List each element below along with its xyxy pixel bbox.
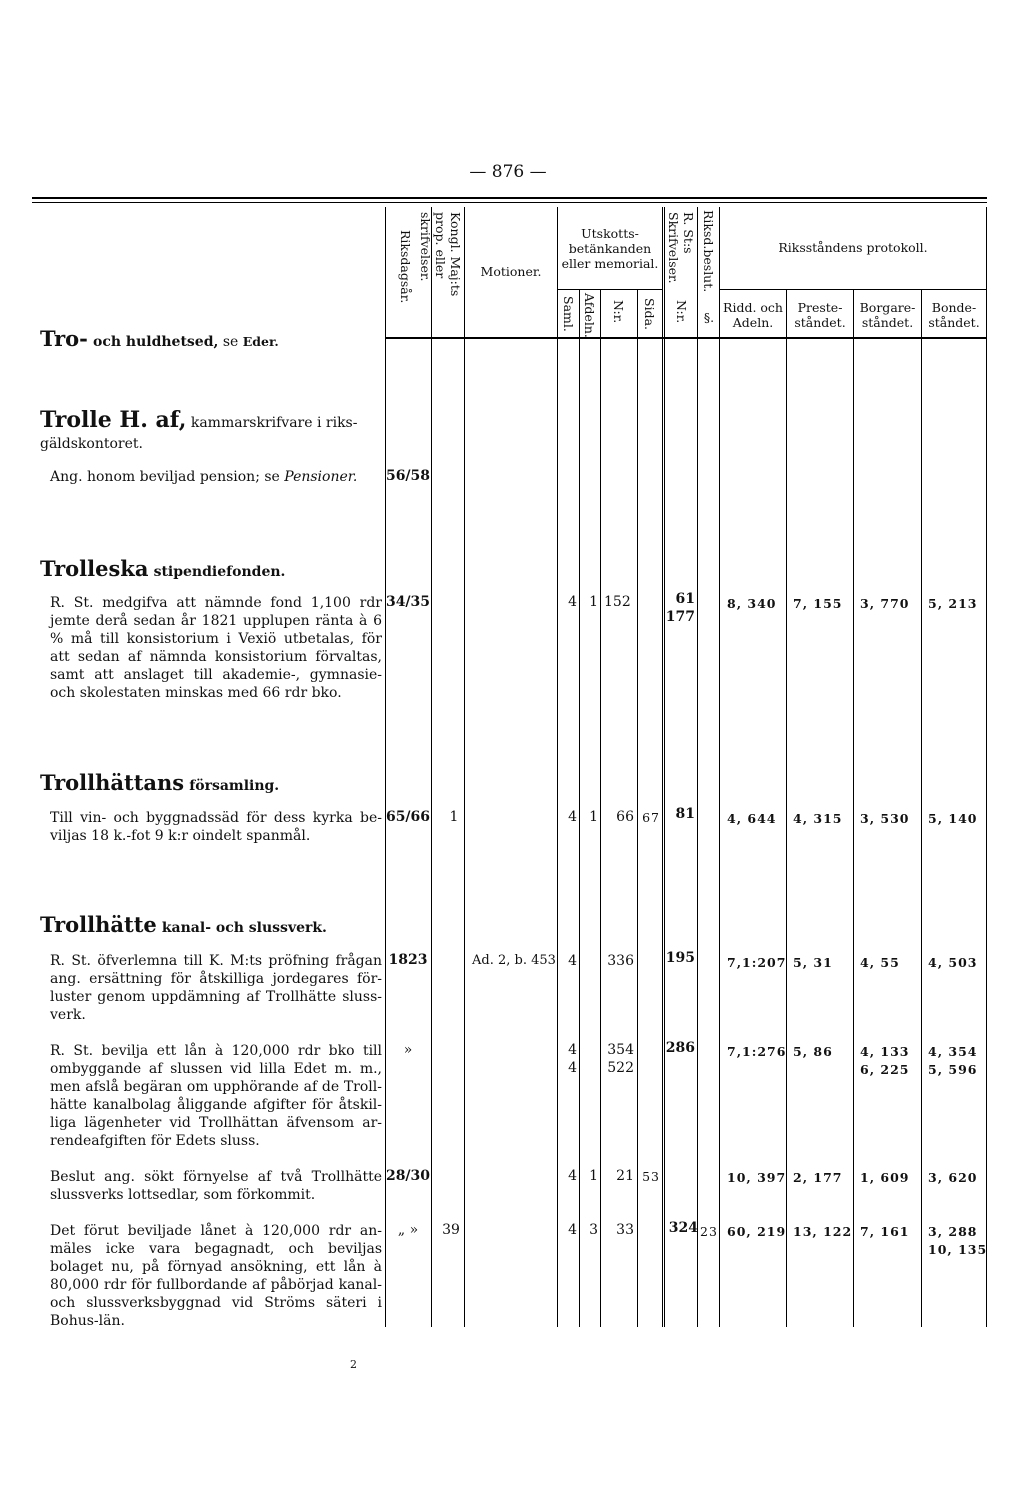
cell-rst-nr: 177 — [665, 609, 695, 625]
cell-nr: 66 — [616, 809, 634, 825]
row-description: Det förut beviljade lånet à 120,000 rdr an-mäles icke vara begagnadt, och beviljas bolaget nu, på förnyad ansökning, ett lån à 80,000 rdr för fullbordande af påbörjad kanal- och slussverksbyggnad vid Ströms säteri i Bohus-län. — [50, 1223, 382, 1329]
header-kongl: Kongl. Maj:ts prop. eller skrifvelser. — [418, 212, 463, 297]
cell-nr: 354 — [607, 1042, 634, 1058]
cell-sida: 53 — [642, 1169, 660, 1184]
row-description: R. St. öfverlemna till K. M:ts pröfning frågan ang. ersättning för åtskilliga jordegares för-luster genom uppdämning af Trollhätte sluss-verk. — [50, 953, 382, 1023]
col-line — [853, 290, 854, 1327]
col-line — [464, 207, 465, 1327]
cell-nr: 21 — [616, 1168, 634, 1184]
header-bottom-rule — [385, 337, 987, 339]
row-desc-text: Ang. honom beviljad pension; se — [50, 469, 285, 485]
col-line — [986, 207, 987, 1327]
cell-nr: 522 — [607, 1060, 634, 1076]
col-line — [385, 207, 386, 1327]
entry-heading-tro — [40, 326, 279, 351]
cell-rst-nr: 81 — [675, 806, 695, 822]
row-year: » — [403, 1042, 413, 1058]
header-protokoll: Riksståndens protokoll. — [778, 240, 928, 255]
row-year: „ » — [397, 1222, 419, 1238]
cell-saml: 4 — [568, 1042, 577, 1058]
row-desc-italic: Pensioner. — [284, 469, 358, 485]
col-line — [431, 207, 432, 1327]
cell-afdeln: 1 — [589, 809, 598, 825]
cell-nr: 336 — [607, 953, 634, 969]
cell-bonde: 5, 140 — [928, 811, 978, 826]
cell-ridd: 4, 644 — [727, 811, 777, 826]
subheader-rule — [557, 289, 662, 290]
row-description — [50, 468, 382, 486]
header-preste: Preste- ståndet. — [794, 300, 846, 330]
cell-saml: 4 — [568, 1168, 577, 1184]
subheader-rule — [719, 289, 986, 290]
entry-heading-bold: Trolleska — [40, 556, 149, 581]
entry-heading-bold: Trollhätte — [40, 912, 157, 937]
col-line — [921, 290, 922, 1327]
row-description: Till vin- och byggnadssäd för dess kyrka be-viljas 18 k.-fot 9 k:r oindelt spanmål. — [50, 810, 382, 844]
cell-sida: 67 — [642, 810, 660, 825]
col-double-line — [662, 207, 665, 1327]
page-number: — 876 — — [469, 162, 547, 182]
entry-heading-bold: Eder. — [242, 334, 279, 349]
cell-kongl: 39 — [442, 1222, 460, 1238]
header-sida: Sida. — [642, 298, 657, 330]
cell-ridd: 60, 219 — [727, 1224, 787, 1239]
cell-bonde: 10, 135 — [928, 1242, 988, 1257]
cell-saml: 4 — [568, 809, 577, 825]
footer-mark: 2 — [350, 1358, 357, 1371]
header-riksd-beslut: Riksd.beslut. — [701, 210, 716, 293]
row-year: 56/58 — [385, 468, 431, 484]
cell-nr: 33 — [616, 1222, 634, 1238]
cell-preste: 4, 315 — [793, 811, 843, 826]
row-year: 1823 — [388, 952, 428, 968]
entry-heading-bold: Trollhättans — [40, 770, 185, 795]
cell-borgare: 1, 609 — [860, 1170, 910, 1185]
cell-preste: 2, 177 — [793, 1170, 843, 1185]
cell-preste: 13, 122 — [793, 1224, 853, 1239]
entry-heading-trollhatte — [40, 912, 327, 937]
cell-motioner: Ad. 2, b. 453 — [472, 953, 556, 968]
cell-rst-nr: 61 — [675, 591, 695, 607]
entry-heading-trolleska — [40, 556, 285, 581]
entry-heading-bold: kanal- och slussverk. — [161, 920, 327, 936]
cell-bonde: 3, 288 — [928, 1224, 978, 1239]
cell-bonde: 4, 503 — [928, 955, 978, 970]
cell-preste: 7, 155 — [793, 596, 843, 611]
cell-ridd: 8, 340 — [727, 596, 777, 611]
row-description: Beslut ang. sökt förnyelse af två Trollhätte slussverks lottsedlar, som förkommit. — [50, 1169, 382, 1203]
col-line — [719, 207, 720, 1327]
cell-kongl: 1 — [449, 809, 459, 825]
cell-afdeln: 1 — [589, 1168, 598, 1184]
row-description: R. St. medgifva att nämnde fond 1,100 rdr jemte derå sedan år 1821 upplupen ränta à 6 % må till konsistorium i Vexiö utbetalas, för att sedan af nämnda konsistorium förvaltas, samt att anslaget till akademie-, gymnasie- och skolestaten minskas med 66 rdr bko. — [50, 595, 382, 701]
cell-ridd: 10, 397 — [727, 1170, 787, 1185]
header-paragraph: §. — [703, 310, 715, 325]
header-saml: Saml. — [561, 296, 576, 332]
cell-afdeln: 1 — [589, 594, 598, 610]
header-riksdagsar: Riksdagsår. — [398, 230, 413, 304]
cell-borgare: 3, 770 — [860, 596, 910, 611]
header-afdeln: Afdeln. — [582, 293, 597, 338]
entry-heading-bold: och huldhetsed, — [92, 334, 219, 350]
cell-rst-nr: 195 — [665, 950, 695, 966]
entry-heading-trolle — [40, 407, 380, 454]
row-year: 34/35 — [385, 594, 431, 610]
cell-borgare: 3, 530 — [860, 811, 910, 826]
top-rule-thin — [32, 202, 987, 203]
cell-bonde: 5, 596 — [928, 1062, 978, 1077]
header-rst-nr: N:r. — [674, 300, 689, 324]
cell-borgare: 4, 55 — [860, 955, 900, 970]
header-utskotts: Utskotts- betänkanden eller memorial. — [561, 226, 659, 271]
cell-saml: 4 — [568, 953, 577, 969]
header-borgare: Borgare- ståndet. — [859, 300, 916, 330]
cell-borgare: 6, 225 — [860, 1062, 910, 1077]
row-description: R. St. bevilja ett lån à 120,000 rdr bko till ombyggande af slussen vid lilla Edet m. m., men afslå begäran om upphörande af de Troll-hätte kanalbolag åliggande afgifter för åtskil-liga lägenheter vid Trollhättan äfvensom ar-rendeafgiften för Edets sluss. — [50, 1043, 382, 1149]
entry-heading-text: kammarskrifvare i riks- gäldskontoret. — [40, 415, 358, 452]
top-rule — [32, 197, 987, 199]
cell-saml: 4 — [568, 1222, 577, 1238]
entry-heading-bold: Tro- — [40, 326, 88, 351]
cell-bonde: 3, 620 — [928, 1170, 978, 1185]
cell-nr: 152 — [604, 594, 631, 610]
cell-borgare: 7, 161 — [860, 1224, 910, 1239]
cell-bonde: 5, 213 — [928, 596, 978, 611]
entry-heading-trollhattans — [40, 770, 279, 795]
cell-rst-nr: 286 — [665, 1040, 695, 1056]
header-ridd: Ridd. och Adeln. — [723, 300, 783, 330]
entry-heading-bold: Trolle H. af, — [40, 407, 187, 433]
row-year: 65/66 — [385, 809, 431, 825]
header-nr: N:r. — [611, 300, 626, 324]
cell-saml: 4 — [568, 1060, 577, 1076]
cell-preste: 5, 86 — [793, 1044, 833, 1059]
cell-paragraph: 23 — [700, 1224, 718, 1239]
row-year: 28/30 — [385, 1168, 431, 1184]
cell-preste: 5, 31 — [793, 955, 833, 970]
header-motioner: Motioner. — [480, 264, 542, 279]
cell-saml: 4 — [568, 594, 577, 610]
entry-heading-text: se — [218, 334, 243, 350]
cell-rst-nr: 324 — [668, 1220, 698, 1236]
cell-borgare: 4, 133 — [860, 1044, 910, 1059]
col-line — [697, 207, 698, 1327]
cell-ridd: 7,1:276 — [727, 1044, 787, 1059]
entry-heading-bold: församling. — [189, 778, 280, 794]
cell-ridd: 7,1:207 — [727, 955, 787, 970]
cell-bonde: 4, 354 — [928, 1044, 978, 1059]
cell-afdeln: 3 — [589, 1222, 598, 1238]
col-line — [557, 207, 558, 1327]
header-bonde: Bonde- ståndet. — [928, 300, 980, 330]
entry-heading-bold: stipendiefonden. — [153, 564, 286, 580]
header-rst: R. St:s Skrifvelser. — [666, 212, 696, 284]
